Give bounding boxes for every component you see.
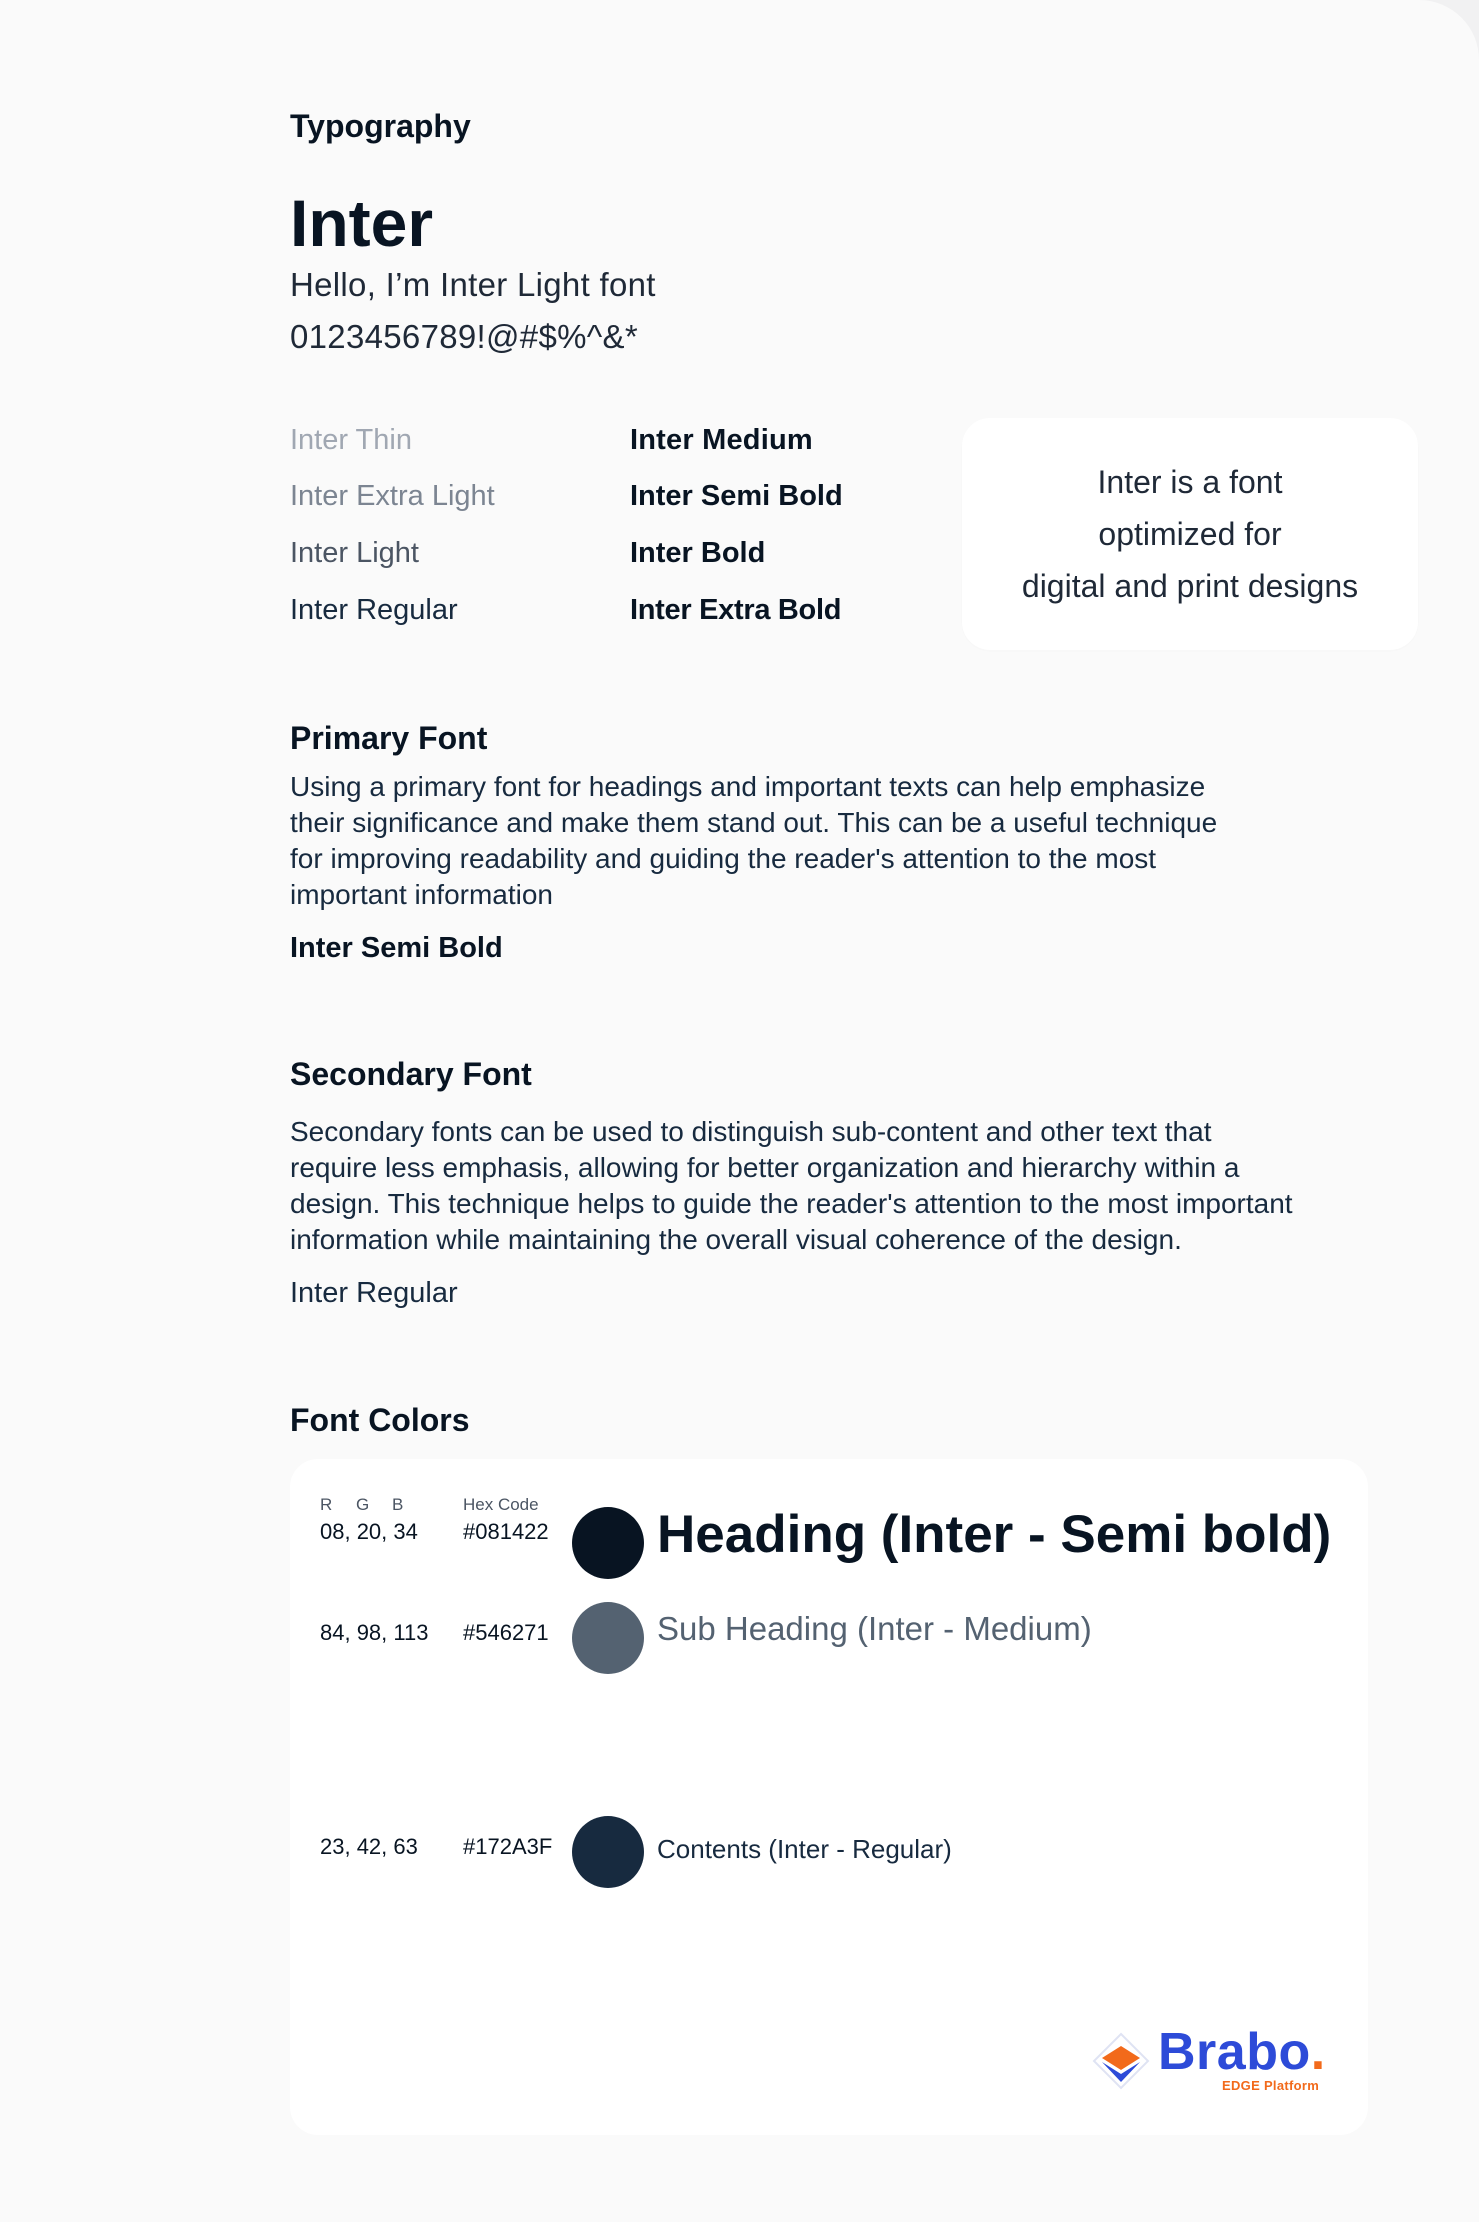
primary-font-title: Primary Font bbox=[290, 720, 488, 756]
row-hex-value: #081422 bbox=[463, 1519, 549, 1544]
sub-heading-color-sample: Sub Heading (Inter - Medium) bbox=[657, 1610, 1092, 1647]
row-hex-value: #172A3F bbox=[463, 1834, 553, 1859]
primary-font-sample: Inter Semi Bold bbox=[290, 932, 503, 964]
description-line: design. This technique helps to guide the reader's attention to the most important bbox=[290, 1188, 1293, 1219]
secondary-font-title: Secondary Font bbox=[290, 1056, 532, 1092]
brabo-logo bbox=[1090, 2023, 1350, 2094]
row-rgb-value: 08, 20, 34 bbox=[320, 1519, 418, 1544]
tagline-line: digital and print designs bbox=[1021, 568, 1359, 604]
color-swatch bbox=[572, 1816, 644, 1888]
weight-regular: Inter Regular bbox=[290, 594, 458, 626]
tagline-line: Inter is a font bbox=[1097, 464, 1283, 500]
font-name-title: Inter bbox=[290, 186, 434, 260]
primary-font-description bbox=[290, 769, 1390, 913]
weight-semi-bold: Inter Semi Bold bbox=[630, 480, 843, 512]
label-g: G bbox=[356, 1495, 370, 1514]
brabo-wordmark bbox=[1158, 2022, 1326, 2082]
hello-sample-text: Hello, I’m Inter Light font bbox=[290, 266, 656, 303]
secondary-font-description bbox=[290, 1114, 1390, 1258]
contents-color-sample: Contents (Inter - Regular) bbox=[657, 1834, 952, 1864]
row-rgb-value: 84, 98, 113 bbox=[320, 1620, 429, 1645]
description-line: for improving readability and guiding the reader's attention to the most bbox=[290, 843, 1157, 874]
brabo-logo-icon bbox=[1090, 2030, 1152, 2092]
weight-extra-bold: Inter Extra Bold bbox=[630, 594, 842, 626]
description-line: their significance and make them stand out. This can be a useful technique bbox=[290, 807, 1218, 838]
weight-extra-light: Inter Extra Light bbox=[290, 480, 495, 512]
description-line: Secondary fonts can be used to distinguish sub-content and other text that bbox=[290, 1116, 1212, 1147]
row-hex-value: #546271 bbox=[463, 1620, 549, 1645]
label-b: B bbox=[392, 1495, 404, 1514]
tagline-line: optimized for bbox=[1098, 516, 1282, 552]
secondary-font-sample: Inter Regular bbox=[290, 1277, 458, 1309]
color-swatch bbox=[572, 1602, 644, 1674]
brabo-dot: . bbox=[1310, 2023, 1326, 2081]
label-r: R bbox=[320, 1495, 333, 1514]
font-colors-title: Font Colors bbox=[290, 1402, 470, 1438]
section-label: Typography bbox=[290, 108, 471, 144]
description-line: Using a primary font for headings and important texts can help emphasize bbox=[290, 771, 1206, 802]
description-line: require less emphasis, allowing for better organization and hierarchy within a bbox=[290, 1152, 1240, 1183]
weight-thin: Inter Thin bbox=[290, 424, 412, 456]
tagline-card bbox=[962, 418, 1418, 650]
description-line: important information bbox=[290, 879, 554, 910]
heading-color-sample: Heading (Inter - Semi bold) bbox=[657, 1505, 1332, 1564]
digits-sample-text: 0123456789!@#$%^&* bbox=[290, 318, 638, 355]
weight-bold: Inter Bold bbox=[630, 537, 766, 569]
row-rgb-value: 23, 42, 63 bbox=[320, 1834, 418, 1859]
weight-medium: Inter Medium bbox=[630, 424, 813, 456]
label-hex-code: Hex Code bbox=[463, 1495, 539, 1514]
description-line: information while maintaining the overall visual coherence of the design. bbox=[290, 1224, 1182, 1255]
brabo-subtitle: EDGE Platform bbox=[1222, 2078, 1320, 2093]
brabo-word: Brabo bbox=[1158, 2023, 1311, 2081]
color-swatch bbox=[572, 1507, 644, 1579]
weight-light: Inter Light bbox=[290, 537, 419, 569]
